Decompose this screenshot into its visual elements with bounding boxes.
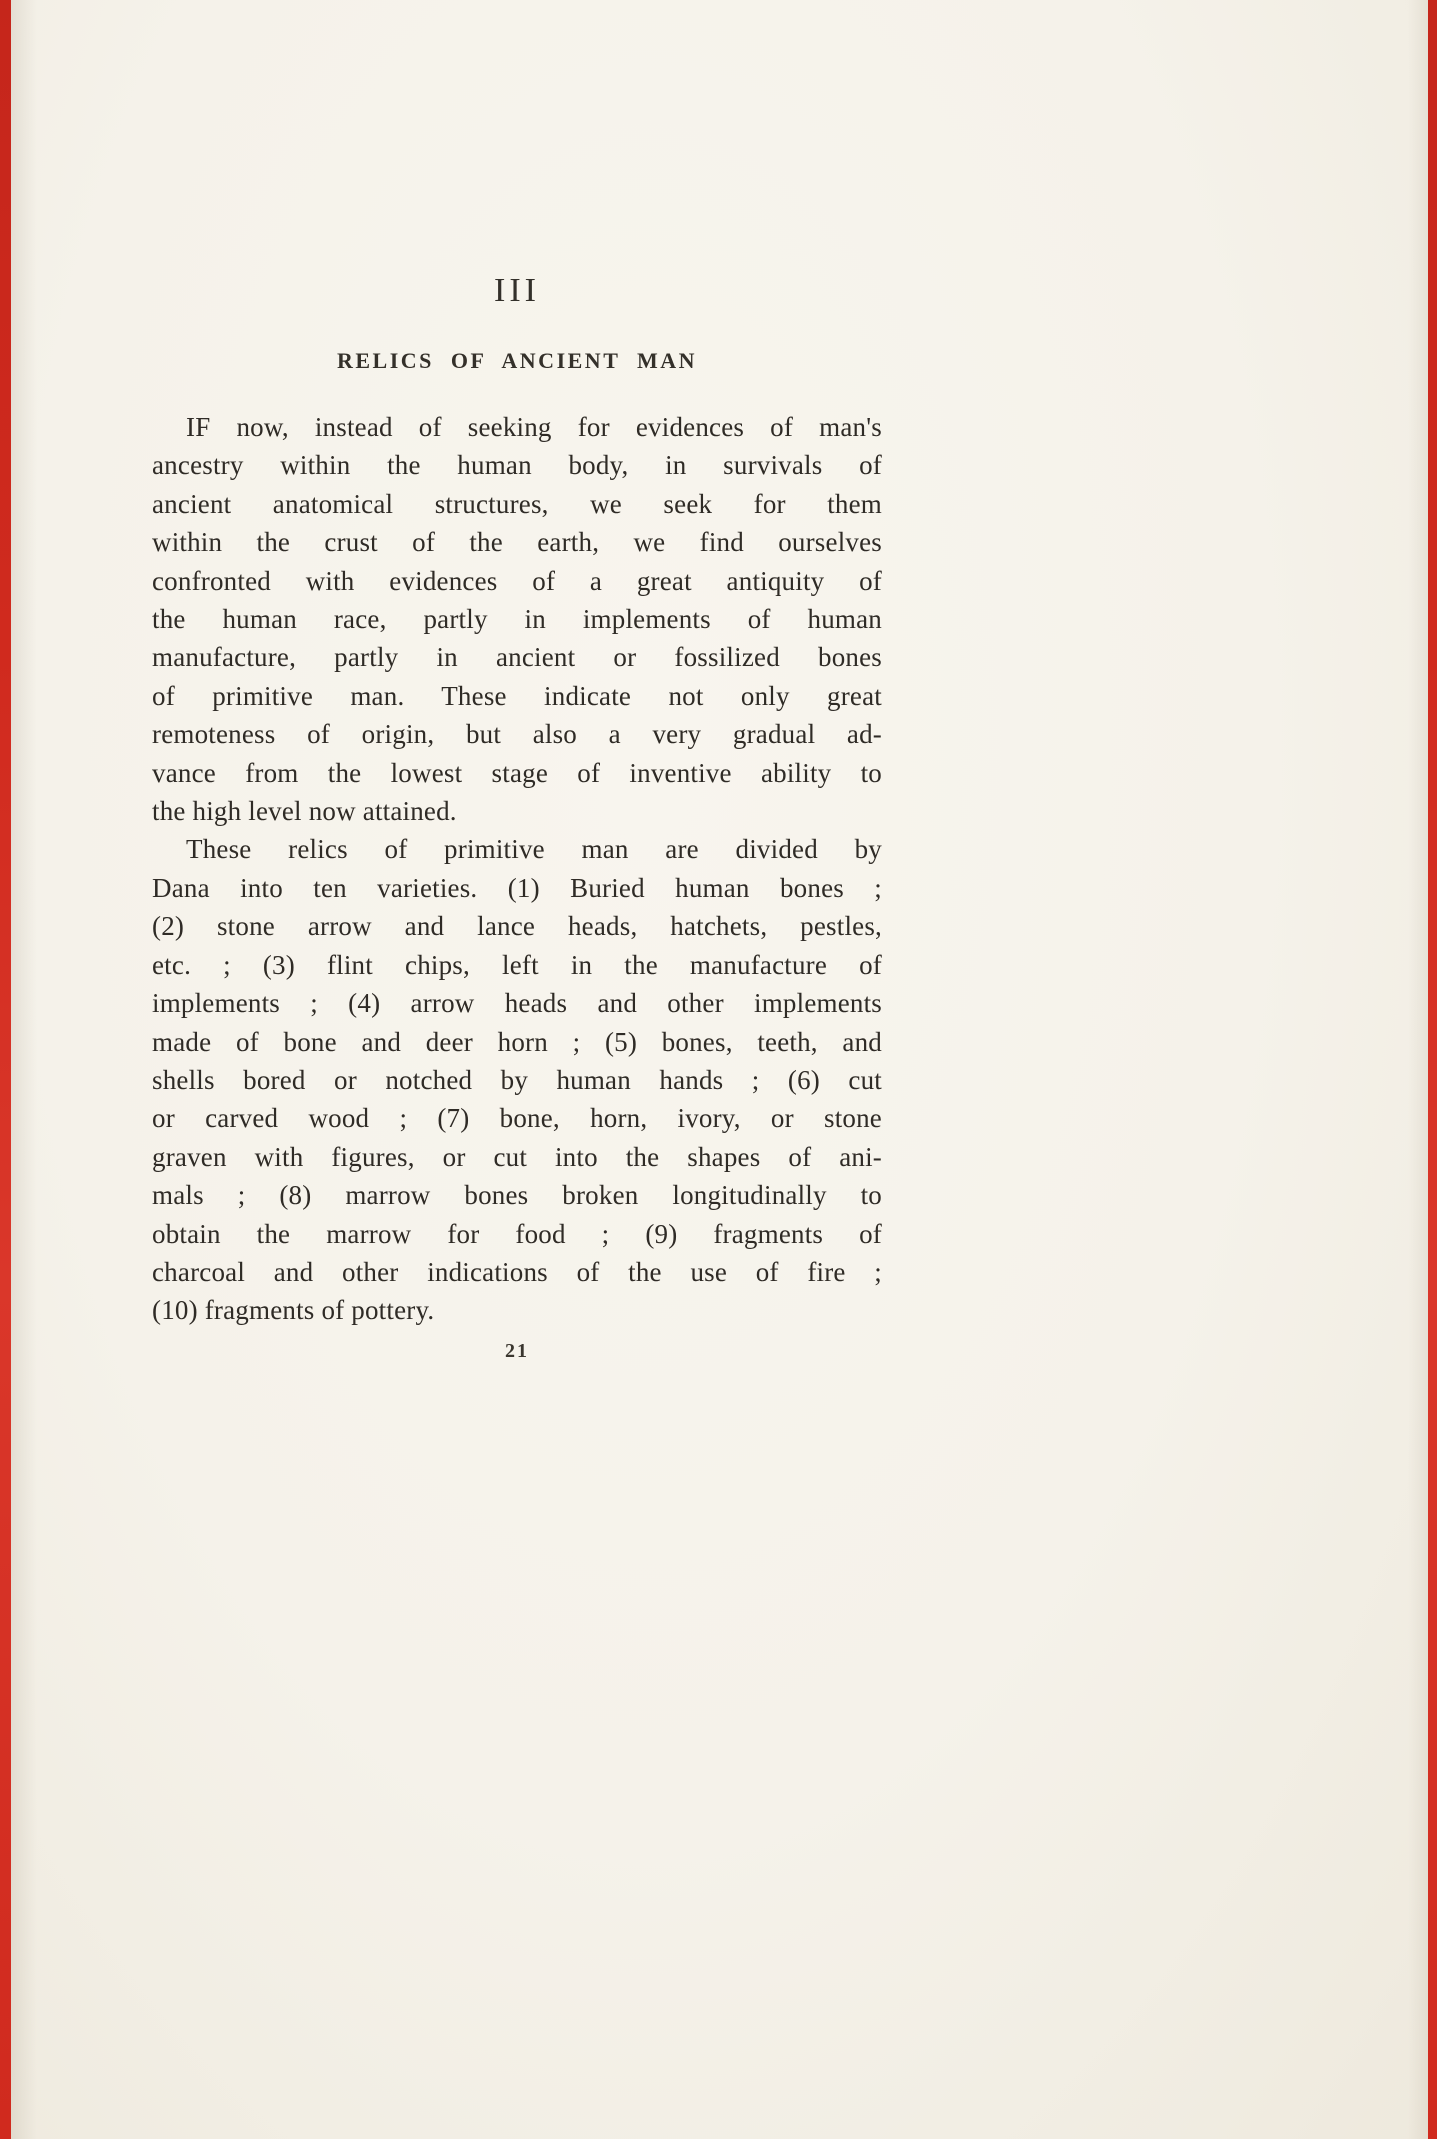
chapter-number: III — [494, 272, 540, 309]
scan-edge-right — [1428, 0, 1437, 2139]
book-page — [152, 272, 882, 1363]
text-line: of primitive man. These indicate not only great — [152, 680, 882, 711]
text-line: vance from the lowest stage of inventive ability to — [152, 757, 882, 788]
text-line: implements ; (4) arrow heads and other implements — [152, 988, 882, 1019]
text-line: or carved wood ; (7) bone, horn, ivory, or stone — [152, 1103, 882, 1134]
text-line: graven with figures, or cut into the shapes of ani- — [152, 1141, 882, 1172]
text-line: charcoal and other indications of the use of fire ; — [152, 1256, 882, 1287]
text-line: (10) fragments of pottery. — [152, 1295, 435, 1326]
text-line: confronted with evidences of a great antiquity of — [152, 565, 882, 596]
text-line: etc. ; (3) flint chips, left in the manufacture of — [152, 949, 882, 980]
chapter-title: RELICS OF ANCIENT MAN — [336, 348, 698, 373]
text-line: the human race, partly in implements of human — [152, 604, 882, 635]
text-line: (2) stone arrow and lance heads, hatchets, pestles, — [152, 911, 882, 942]
text-line: remoteness of origin, but also a very gradual ad- — [152, 719, 882, 750]
paragraph-1 — [152, 408, 882, 830]
text-line: ancestry within the human body, in survivals of — [152, 450, 882, 481]
right-edge-shadow — [1408, 0, 1428, 2139]
text-line: IF now, instead of seeking for evidences of man's — [186, 412, 882, 442]
gutter-shadow — [11, 0, 37, 2139]
scan-edge-left — [0, 0, 11, 2139]
text-line: within the crust of the earth, we find ourselves — [152, 527, 882, 558]
text-line: mals ; (8) marrow bones broken longitudinally to — [152, 1180, 882, 1211]
paragraph-2 — [152, 830, 882, 1329]
text-line: the high level now attained. — [152, 796, 457, 827]
text-line: obtain the marrow for food ; (9) fragments of — [152, 1218, 882, 1249]
text-line: made of bone and deer horn ; (5) bones, teeth, and — [152, 1026, 882, 1057]
text-line: ancient anatomical structures, we seek for them — [152, 488, 882, 519]
text-line: shells bored or notched by human hands ; (6) cut — [152, 1064, 882, 1095]
text-line: Dana into ten varieties. (1) Buried human bones ; — [152, 872, 882, 903]
page-number: 21 — [505, 1339, 529, 1362]
text-line: These relics of primitive man are divided by — [186, 834, 882, 865]
text-line: manufacture, partly in ancient or fossilized bones — [152, 642, 882, 673]
